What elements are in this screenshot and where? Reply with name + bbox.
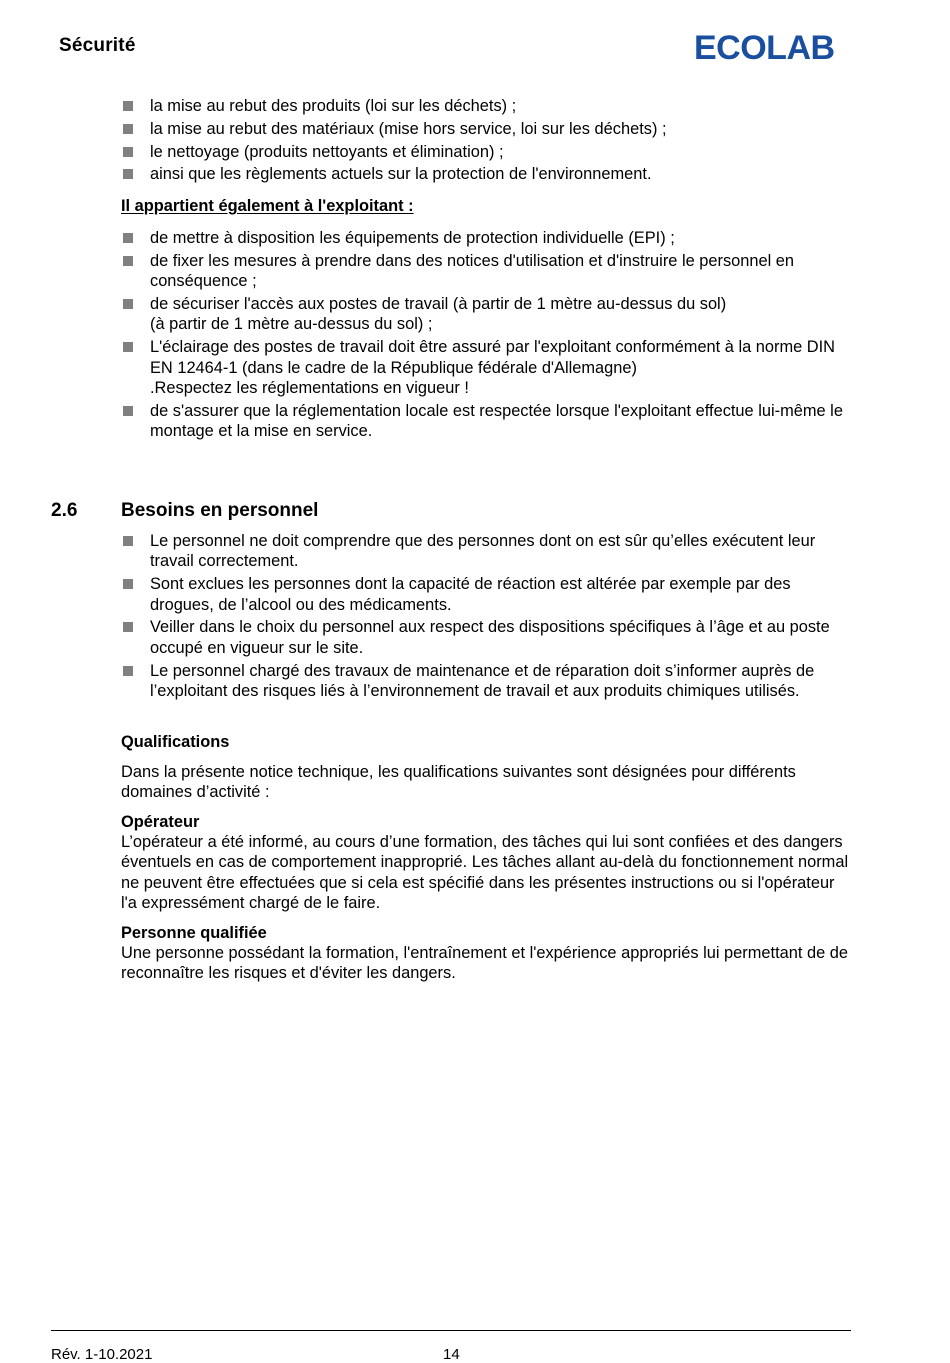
list-item: L'éclairage des postes de travail doit être assuré par l'exploitant conformément à la norme DIN EN 12464-1 (dans le cadre de la République fédérale d'Allemagne) .Respectez les réglementations en vigueur ! (121, 337, 851, 398)
qualifications-intro: Dans la présente notice technique, les qualifications suivantes sont désignées pour différents domaines d’activité : (121, 763, 796, 802)
operator-title: Opérateur (121, 813, 200, 831)
square-bullet-icon (123, 666, 133, 676)
list-item: Le personnel ne doit comprendre que des personnes dont on est sûr qu’elles exécutent leur travail correctement. (121, 531, 851, 572)
operator-text: L’opérateur a été informé, au cours d’une formation, des tâches qui lui sont confiées et des dangers éventuels en cas de comportement inapproprié. Les tâches allant au-delà du fonctionnement normal ne peuvent être effectuées que si cela est spécifié dans les présentes instructions ou si l'opérateur l'a expressément chargé de le faire. (121, 833, 849, 913)
square-bullet-icon (123, 124, 133, 134)
section-title: Besoins en personnel (121, 500, 319, 521)
list-item: de sécuriser l'accès aux postes de travail (à partir de 1 mètre au-dessus du sol) (à partir de 1 mètre au-dessus du sol) ; (121, 294, 851, 335)
list-item: de mettre à disposition les équipements de protection individuelle (EPI) ; (121, 228, 851, 248)
page-number: 14 (443, 1346, 460, 1363)
disposal-list (121, 96, 851, 187)
qualified-person-title: Personne qualifiée (121, 924, 267, 942)
list-item: Sont exclues les personnes dont la capacité de réaction est altérée par exemple par des drogues, de l’alcool ou des médicaments. (121, 574, 851, 615)
list-item: la mise au rebut des matériaux (mise hors service, loi sur les déchets) ; (121, 119, 851, 139)
square-bullet-icon (123, 622, 133, 632)
footer-revision: Rév. 1-10.2021 (51, 1346, 153, 1363)
personnel-list (121, 531, 851, 704)
square-bullet-icon (123, 299, 133, 309)
square-bullet-icon (123, 342, 133, 352)
square-bullet-icon (123, 579, 133, 589)
footer-divider (51, 1330, 851, 1331)
square-bullet-icon (123, 233, 133, 243)
square-bullet-icon (123, 101, 133, 111)
logo-text: ECOLAB (694, 31, 835, 61)
list-item: Le personnel chargé des travaux de maintenance et de réparation doit s’informer auprès de l’exploitant des risques liés à l’environnement de travail et aux produits chimiques utilisés. (121, 661, 851, 702)
list-item: de s'assurer que la réglementation locale est respectée lorsque l'exploitant effectue lui-même le montage et la mise en service. (121, 401, 851, 442)
list-item: la mise au rebut des produits (loi sur les déchets) ; (121, 96, 851, 116)
square-bullet-icon (123, 169, 133, 179)
square-bullet-icon (123, 406, 133, 416)
list-item: le nettoyage (produits nettoyants et élimination) ; (121, 142, 851, 162)
qualifications-heading: Qualifications (121, 733, 230, 751)
page-title: Sécurité (59, 35, 136, 56)
qualified-person-text: Une personne possédant la formation, l'entraînement et l'expérience appropriés lui permettant de de reconnaître les risques et d'éviter les dangers. (121, 944, 848, 983)
operator-duties-list (121, 228, 851, 444)
list-item: de fixer les mesures à prendre dans des notices d'utilisation et d'instruire le personnel en conséquence ; (121, 251, 851, 292)
square-bullet-icon (123, 536, 133, 546)
section-number: 2.6 (51, 500, 78, 521)
ecolab-logo (694, 31, 844, 61)
operator-duties-heading: Il appartient également à l'exploitant : (121, 197, 414, 215)
square-bullet-icon (123, 147, 133, 157)
square-bullet-icon (123, 256, 133, 266)
list-item: Veiller dans le choix du personnel aux respect des dispositions spécifiques à l’âge et au poste occupé en vigueur sur le site. (121, 617, 851, 658)
list-item: ainsi que les règlements actuels sur la protection de l'environnement. (121, 164, 851, 184)
